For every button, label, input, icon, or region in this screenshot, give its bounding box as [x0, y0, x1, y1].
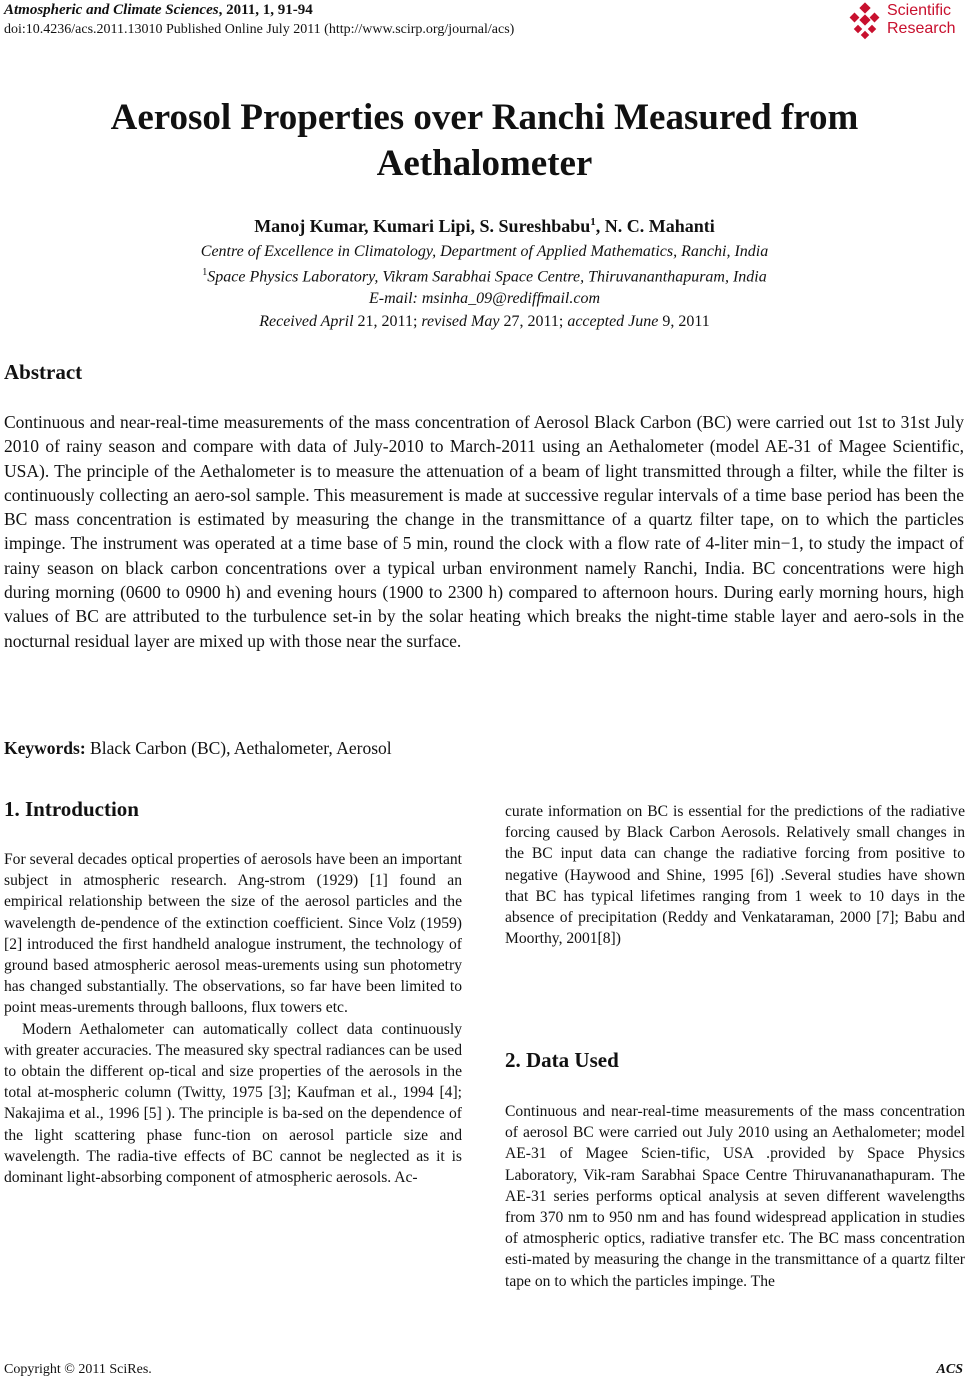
- abstract-heading: Abstract: [4, 360, 83, 384]
- email: E-mail: msinha_09@rediffmail.com: [369, 290, 600, 307]
- authors: Manoj Kumar, Kumari Lipi, S. Sureshbabu$^1$, N. C. Mahanti: [254, 216, 715, 236]
- intro-paragraph-1: For several decades optical properties of aerosols have been an important subject in atmospheric research. Ang-strom (1929) [1] found an empirical relationship between the size of the aerosol particles and the wavelength de-pendence of the extinction coefficient. Since Volz (1959) [2] introduced the first handheld analogue instrument, the technology of ground based atmospheric aerosol meas-urements using sun photometry has changed substantially. The observations, so far have been limited to point meas-urements through balloons, flux towers etc.: [4, 851, 462, 1017]
- paper-title: Aerosol Properties over Ranchi Measured from Aethalometer: [110, 97, 859, 184]
- keywords: Keywords: Black Carbon (BC), Aethalometer, Aerosol: [4, 738, 392, 758]
- affiliation-2: $^1$Space Physics Laboratory, Vikram Sarabhai Space Centre, Thiruvananthapuram, India: [202, 267, 767, 286]
- doi-line: doi:10.4236/acs.2011.13010 Published Online July 2011 (http://www.scirp.org/journal/acs): [4, 22, 515, 37]
- section-1-heading: 1. Introduction: [4, 797, 139, 821]
- journal-header: [4, 2, 313, 19]
- intro-paragraph-3: curate information on BC is essential for the predictions of the radiative forcing caused by Black Carbon Aerosols. Relatively small changes in the BC input data can change the radiative forcing from positive to negative (Haywood and Shine, 1995 [6]) .Several studies have shown that BC has typical lifetimes ranging from 1 week to 10 days in the absence of precipitation (Reddy and Venkataraman, 2000 [7]; Babu and Moorthy, 2001[8]): [505, 803, 965, 948]
- article-dates: Received April 21, 2011; revised May 27, 2011; accepted June 9, 2011: [259, 313, 710, 330]
- journal-abbrev: ACS: [936, 1362, 963, 1377]
- publisher-logo-icon: [845, 2, 885, 42]
- intro-paragraph-2: Modern Aethalometer can automatically collect data continuously with greater accuracies. The measured sky spectral radiances can be used to obtain the different op-tical and size properties of the aerosols in the total at-mospheric column (Twitty, 1975 [3]; Kaufman et al., 1994 [4]; Nakajima et al., 1996 [5] ). The principle is ba-sed on the dependence of the light scattering phase func-tion on aerosol particle size and wavelength. The radia-tive effects of BC cannot be neglected as it is dominant light-absorbing component of atmospheric aerosols. Ac-: [4, 1020, 462, 1187]
- copyright: Copyright © 2011 SciRes.: [4, 1362, 152, 1377]
- right-column-top: [505, 801, 965, 949]
- publisher-logo: [845, 2, 965, 42]
- abstract-text: Continuous and near-real-time measurements of the mass concentration of Aerosol Black Carbon (BC) were carried out 1st to 31st July 2010 of rainy season and compare with data of July-2010 to March-2011 using an Aethalometer (model AE-31 of Magee Scientific, USA). The principle of the Aethalometer is to measure the attenuation of a beam of light transmitted through a filter, while the filter is continuously collecting an aero-sol sample. This measurement is made at successive regular intervals of a time base period has been the BC mass concentration is estimated by measuring the change in the transmittance of a quartz filter tape, on to which the particles impinge. The instrument was operated at a time base of 5 min, round the clock with a flow rate of 4-liter min−1, to study the impact of rainy season on black carbon concentrations over a typical urban environment namely Ranchi, India. BC concentrations were high during morning (0600 to 0900 h) and evening hours (1900 to 2300 h) compared to afternoon hours. During early morning hours, high values of BC are attributed to the turbulence set-in by the solar heating which breaks the night-time stable layer and aero-sols in the nocturnal residual layer are mixed up with those near the surface.: [4, 412, 964, 651]
- journal-name: Atmospheric and Climate Sciences: [4, 2, 219, 18]
- affiliation-1: Centre of Excellence in Climatology, Department of Applied Mathematics, Ranchi, India: [200, 243, 769, 260]
- data-used-paragraph: Continuous and near-real-time measurements of the mass concentration of aerosol BC were carried out July 2010 using an Aethalometer; model AE-31 of Magee Scien-tific, USA .provided by Space Physics Laboratory, Vik-ram Sarabhai Space Centre Thiruvananathapuram. The AE-31 series performs optical analysis at seven different wavelengths from 370 nm to 950 nm and has found widespread application in studies of atmospheric optics, radiative transfer etc. The BC mass concentration esti-mated by measuring the change in the transmittance of a quartz filter tape on to which the particles impinge. The: [505, 1103, 965, 1290]
- right-column-bottom: [505, 1101, 965, 1292]
- volume-info: , 2011, 1, 91-94: [218, 2, 313, 18]
- left-column: [4, 849, 462, 1188]
- publisher-name: Scientific Research: [887, 2, 956, 37]
- section-2-heading: 2. Data Used: [505, 1048, 619, 1072]
